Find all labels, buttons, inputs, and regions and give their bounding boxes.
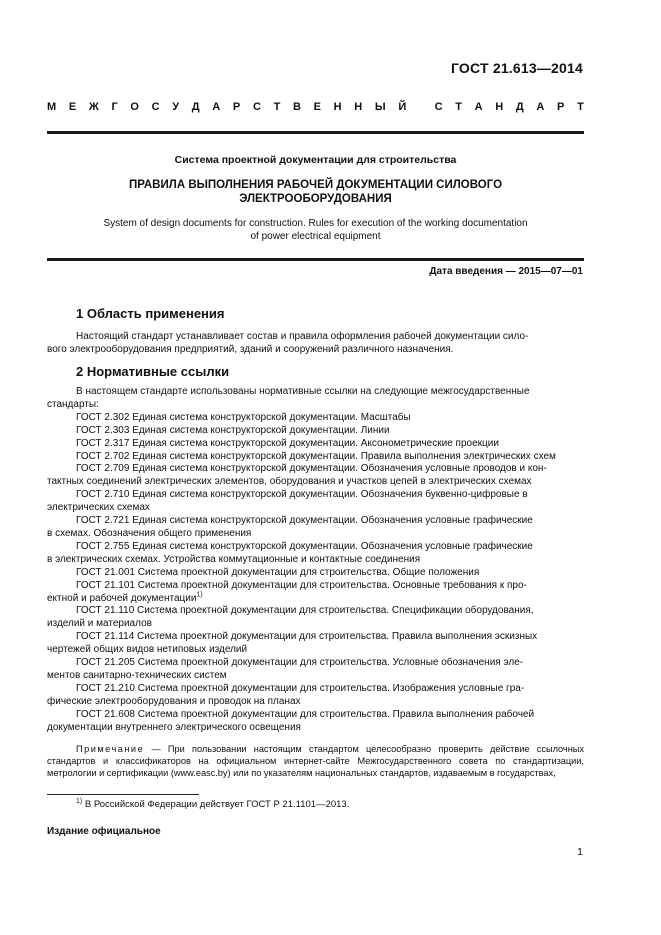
- footnote-mark: 1): [76, 797, 83, 805]
- reference-item: ГОСТ 2.303 Единая система конструкторской документации. Линии: [76, 424, 390, 436]
- note-paragraph: Примечание — При пользовании настоящим стандартом целесообразно проверить действие ссылочных стандартов и классификаторов на официальном интернет-сайте Межгосударственного совета по стандартизации, метрологии и сертификации (www.easc.by) или по указателям национальных стандартов, издаваемым в государствах,: [47, 744, 584, 779]
- heading-letter: [419, 101, 422, 113]
- page-number: 1: [577, 846, 583, 858]
- heading-letter: М: [47, 101, 57, 113]
- note-label: Примечание: [76, 744, 145, 754]
- reference-item: ГОСТ 2.710 Единая система конструкторской документации. Обозначения буквенно-цифровые в электрических схемах: [47, 489, 528, 514]
- heading-letter: Т: [273, 101, 281, 113]
- references-items: [47, 412, 584, 735]
- heading-letter: Д: [191, 101, 200, 113]
- introduction-date: Дата введения — 2015—07—01: [429, 266, 583, 277]
- heading-letter: А: [474, 101, 483, 113]
- main-title: [47, 178, 584, 206]
- reference-item: ГОСТ 21.210 Система проектной документации для строительства. Изображения условные гра- фические электрооборудования и проводок на планах: [47, 682, 525, 707]
- heading-letter: Р: [557, 101, 565, 113]
- heading-letter: С: [252, 101, 261, 113]
- heading-letter: Ж: [88, 101, 99, 113]
- top-divider: [47, 131, 584, 134]
- heading-letter: Ы: [374, 101, 386, 113]
- scope-paragraph: [47, 330, 584, 356]
- reference-item: ГОСТ 21.114 Система проектной документации для строительства. Правила выполнения эскизных чертежей общих видов нетиповых изделий: [47, 631, 538, 656]
- heading-letter: Й: [398, 101, 407, 113]
- heading-letter: Е: [68, 101, 77, 113]
- heading-letter: О: [130, 101, 139, 113]
- heading-letter: Н: [495, 101, 504, 113]
- english-title-line: System of design documents for construction. Rules for execution of the working documentation: [103, 218, 528, 229]
- heading-letter: А: [212, 101, 221, 113]
- heading-letter: Р: [232, 101, 241, 113]
- reference-item: ГОСТ 21.001 Система проектной документации для строительства. Общие положения: [76, 566, 480, 578]
- heading-letter: У: [172, 101, 180, 113]
- heading-letter: Г: [111, 101, 118, 113]
- reference-item: ГОСТ 2.721 Единая система конструкторской документации. Обозначения условные графические в схемах. Обозначения общего применения: [47, 515, 533, 539]
- heading-letter: В: [292, 101, 301, 113]
- system-title: Система проектной документации для строительства: [174, 154, 457, 166]
- reference-item: ГОСТ 2.709 Единая система конструкторской документации. Обозначения условные проводов и кон- тактных соединений электрических элементов, оборудования и участков цепей в электрических схемах: [47, 463, 547, 488]
- heading-letter: Е: [313, 101, 321, 113]
- heading-letter: С: [434, 101, 443, 113]
- english-title-line: of power electrical equipment: [250, 231, 381, 242]
- reference-item: ГОСТ 21.205 Система проектной документации для строительства. Условные обозначения эле- ментов санитарно-технических систем: [47, 657, 524, 681]
- references-intro: В настоящем стандарте использованы нормативные ссылки на следующие межгосударственные стандарты:: [47, 386, 530, 410]
- footnote-reference-mark: 1): [196, 591, 203, 599]
- paragraph-line: вого электрооборудования предприятий, зданий и сооружений различного назначения.: [47, 344, 454, 355]
- reference-item: ГОСТ 2.317 Единая система конструкторской документации. Аксонометрические проекции: [76, 437, 499, 449]
- reference-item: ГОСТ 21.110 Система проектной документации для строительства. Спецификации оборудования, изделий и материалов: [47, 605, 534, 630]
- document-number: ГОСТ 21.613—2014: [450, 60, 583, 76]
- reference-item: ГОСТ 2.702 Единая система конструкторской документации. Правила выполнения электрических схем: [76, 450, 556, 462]
- heading-letter: Н: [333, 101, 342, 113]
- heading-letter: С: [151, 101, 160, 113]
- main-title-line: ЭЛЕКТРООБОРУДОВАНИЯ: [239, 193, 392, 205]
- footnote-divider: [47, 794, 199, 795]
- footnote-text: В Российской Федерации действует ГОСТ Р 21.1101—2013.: [82, 799, 350, 810]
- paragraph-line: Настоящий стандарт устанавливает состав и правила оформления рабочей документации сило-: [76, 331, 529, 342]
- section-heading-scope: 1 Область применения: [76, 306, 225, 321]
- reference-item: ГОСТ 2.302 Единая система конструкторской документации. Масштабы: [76, 411, 411, 423]
- note-text: При пользовании настоящим стандартом целесообразно проверить действие ссылочных стандартов и классификаторов на официальном интернет-сайте Межгосударственного совета по стандартизации, метрологии и сертификации (www.easc.by) или по указателям национальных стандартов, издаваемым в государствах,: [47, 744, 584, 779]
- reference-item: ГОСТ 21.101 Система проектной документации для строительства. Основные требования к про- ектной и рабочей документации$^{1)}$: [47, 579, 527, 604]
- main-title-line: ПРАВИЛА ВЫПОЛНЕНИЯ РАБОЧЕЙ ДОКУМЕНТАЦИИ СИЛОВОГО: [128, 179, 503, 191]
- standard-type-heading: [47, 101, 584, 113]
- heading-letter: Т: [577, 101, 584, 113]
- heading-letter: А: [536, 101, 545, 113]
- english-title: [47, 217, 584, 243]
- reference-item: ГОСТ 2.755 Единая система конструкторской документации. Обозначения условные графические в электрических схемах. Устройства коммутационные и контактные соединения: [47, 540, 533, 565]
- title-divider: [47, 258, 584, 261]
- references-list: [47, 386, 584, 734]
- official-edition-label: Издание официальное: [47, 826, 161, 837]
- section-heading-references: 2 Нормативные ссылки: [76, 364, 230, 379]
- heading-letter: Н: [354, 101, 363, 113]
- heading-letter: Т: [455, 101, 462, 113]
- footnote: [76, 799, 349, 810]
- reference-item: ГОСТ 21.608 Система проектной документации для строительства. Правила выполнения рабочей документации внутреннего электрического освещения: [47, 708, 535, 733]
- heading-letter: Д: [515, 101, 524, 113]
